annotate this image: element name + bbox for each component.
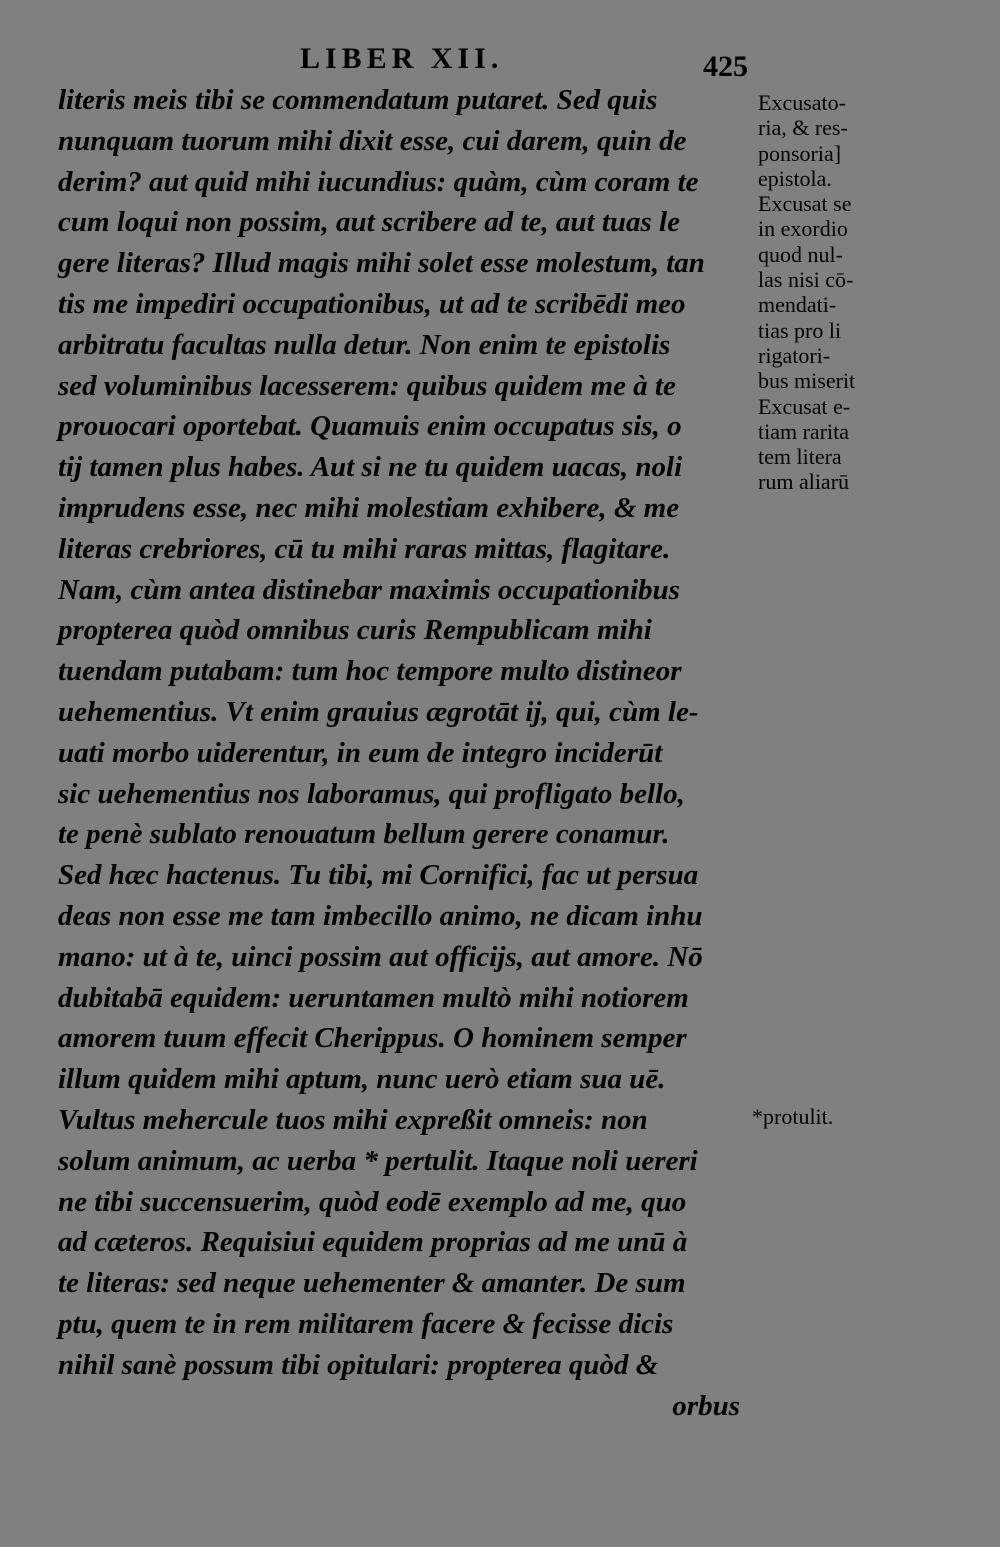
text-line: uehementius. Vt enim grauius ægrotāt ij, qui, cùm le-	[58, 695, 699, 728]
margin-note-line: mendati-	[758, 292, 837, 318]
text-line: Sed hæc hactenus. Tu tibi, mi Cornifici, fac ut persua	[58, 859, 699, 892]
text-line: Vultus mehercule tuos mihi expreßit omneis: non	[58, 1103, 648, 1136]
text-line: cum loqui non possim, aut scribere ad te, aut tuas le	[58, 206, 680, 239]
text-line: solum animum, ac uerba * pertulit. Itaque noli uereri	[58, 1144, 698, 1177]
text-line: gere literas? Illud magis mihi solet esse molestum, tan	[58, 247, 705, 280]
catchword: orbus	[672, 1389, 740, 1422]
text-line: ad cæteros. Requisiui equidem proprias ad me unū à	[58, 1226, 688, 1259]
margin-note-line: rigatori-	[758, 342, 831, 368]
margin-note-line: in exordio	[758, 216, 848, 242]
text-line: amorem tuum effecit Cherippus. O hominem semper	[58, 1022, 687, 1055]
text-line: prouocari oportebat. Quamuis enim occupatus sis, o	[58, 410, 682, 443]
text-line: mano: ut à te, uinci possim aut officijs, aut amore. Nō	[58, 940, 703, 973]
margin-note-line: Excusato-	[758, 90, 846, 115]
margin-note-line: las nisi cō-	[758, 267, 854, 293]
text-line: deas non esse me tam imbecillo animo, ne dicam inhu	[58, 899, 703, 932]
margin-note-line: ponsoria]	[758, 140, 842, 166]
text-line: arbitratu facultas nulla detur. Non enim te epistolis	[58, 328, 671, 361]
text-line: ptu, quem te in rem militarem facere & fecisse dicis	[58, 1307, 674, 1340]
text-line: tis me impediri occupationibus, ut ad te scribēdi meo	[58, 287, 686, 320]
text-line: imprudens esse, nec mihi molestiam exhibere, & me	[58, 491, 680, 524]
text-line: literas crebriores, cū tu mihi raras mittas, flagitare.	[58, 532, 671, 565]
text-line: tuendam putabam: tum hoc tempore multo distineor	[58, 655, 682, 688]
main-text-block	[58, 80, 748, 1426]
margin-note-line: tem litera	[758, 444, 842, 470]
text-line: propterea quòd omnibus curis Rempublicam mihi	[58, 614, 652, 647]
margin-note-line: ria, & res-	[758, 115, 848, 141]
margin-note-line: Excusat se	[758, 191, 852, 217]
margin-notes	[758, 90, 900, 495]
text-line: dubitabā equidem: ueruntamen multò mihi notiorem	[58, 981, 689, 1014]
margin-note-line: quod nul-	[758, 241, 843, 267]
margin-note-line: rum aliarū	[758, 469, 850, 495]
text-line: derim? aut quid mihi iucundius: quàm, cùm coram te	[58, 165, 699, 198]
margin-note-line: tiam rarita	[758, 418, 850, 444]
page-number: 425	[703, 50, 748, 83]
margin-note-line: Excusat e-	[758, 393, 851, 419]
text-line: sic uehementius nos laboramus, qui profligato bello,	[58, 777, 685, 810]
text-line: sed voluminibus lacesserem: quibus quidem me à te	[58, 369, 676, 402]
text-line: te literas: sed neque uehementer & amanter. De sum	[58, 1267, 686, 1300]
text-line: uati morbo uiderentur, in eum de integro inciderūt	[58, 736, 663, 769]
text-line: tij tamen plus habes. Aut si ne tu quidem uacas, noli	[58, 451, 683, 484]
text-line: nunquam tuorum mihi dixit esse, cui darem, quin de	[58, 124, 687, 157]
margin-note-line: epistola.	[758, 165, 832, 191]
margin-note-variant-reading: *protulit.	[752, 1104, 834, 1129]
margin-note-line: bus miserit	[758, 368, 856, 394]
text-line: ne tibi succensuerim, quòd eodē exemplo ad me, quo	[58, 1185, 687, 1218]
running-head: LIBER XII.	[300, 42, 504, 75]
text-line: te penè sublato renouatum bellum gerere conamur.	[58, 818, 670, 851]
text-line: Nam, cùm antea distinebar maximis occupationibus	[58, 573, 680, 606]
margin-note-line: tias pro li	[758, 317, 842, 343]
text-line: literis meis tibi se commendatum putaret. Sed quis	[58, 84, 658, 116]
text-line: nihil sanè possum tibi opitulari: propterea quòd &	[58, 1348, 659, 1381]
text-line: illum quidem mihi aptum, nunc uerò etiam sua uē.	[58, 1063, 666, 1096]
